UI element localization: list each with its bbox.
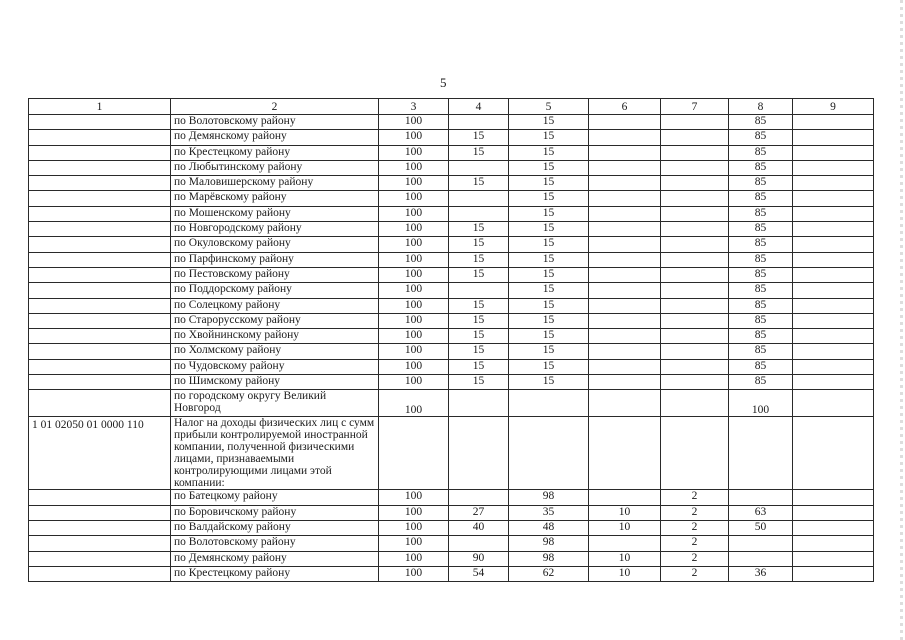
- budget-code-cell: [29, 505, 171, 520]
- column-8-cell: 63: [729, 505, 793, 520]
- table-row: [29, 313, 874, 328]
- table-row: [29, 298, 874, 313]
- column-7-cell: [661, 160, 729, 175]
- region-name-cell: по Новгородскому району: [171, 222, 379, 237]
- column-number-8: 8: [729, 99, 793, 115]
- column-7-cell: [661, 222, 729, 237]
- column-4-cell: 15: [449, 222, 509, 237]
- column-8-cell: 85: [729, 267, 793, 282]
- column-3-cell: 100: [379, 329, 449, 344]
- column-3-cell: 100: [379, 237, 449, 252]
- column-number-6: 6: [589, 99, 661, 115]
- column-4-cell: 15: [449, 176, 509, 191]
- column-8-cell: 100: [729, 390, 793, 417]
- scan-edge-artifact: [900, 0, 903, 640]
- budget-code-cell: [29, 520, 171, 535]
- table-row: [29, 130, 874, 145]
- region-name-cell: по Любытинскому району: [171, 160, 379, 175]
- column-7-cell: [661, 344, 729, 359]
- column-8-cell: [729, 536, 793, 551]
- column-4-cell: [449, 206, 509, 221]
- column-5-cell: 15: [509, 160, 589, 175]
- column-6-cell: [589, 298, 661, 313]
- region-name-cell: по Маловишерскому району: [171, 176, 379, 191]
- column-8-cell: 85: [729, 283, 793, 298]
- column-4-cell: 90: [449, 551, 509, 566]
- column-4-cell: 15: [449, 267, 509, 282]
- column-7-cell: [661, 206, 729, 221]
- table-row: [29, 206, 874, 221]
- column-4-cell: 15: [449, 252, 509, 267]
- column-8-cell: [729, 490, 793, 505]
- region-name-cell: по Окуловскому району: [171, 237, 379, 252]
- table-row: [29, 145, 874, 160]
- table-row: [29, 520, 874, 535]
- column-4-cell: [449, 160, 509, 175]
- budget-code-cell: [29, 359, 171, 374]
- table-row: [29, 252, 874, 267]
- column-3-cell: 100: [379, 267, 449, 282]
- budget-code-cell: [29, 222, 171, 237]
- column-6-cell: [589, 329, 661, 344]
- column-8-cell: 85: [729, 222, 793, 237]
- column-8-cell: 85: [729, 329, 793, 344]
- column-7-cell: 2: [661, 551, 729, 566]
- column-5-cell: 98: [509, 536, 589, 551]
- column-5-cell: 48: [509, 520, 589, 535]
- table-row: [29, 160, 874, 175]
- region-name-cell: по Крестецкому району: [171, 566, 379, 581]
- column-9-cell: [793, 267, 874, 282]
- column-3-cell: 100: [379, 283, 449, 298]
- column-4-cell: [449, 390, 509, 417]
- column-8-cell: 85: [729, 145, 793, 160]
- column-3-cell: 100: [379, 551, 449, 566]
- region-name-cell: по Валдайскому району: [171, 520, 379, 535]
- column-7-cell: [661, 313, 729, 328]
- table-row: [29, 344, 874, 359]
- column-3-cell: 100: [379, 566, 449, 581]
- column-3-cell: 100: [379, 344, 449, 359]
- column-5-cell: 15: [509, 115, 589, 130]
- column-8-cell: 36: [729, 566, 793, 581]
- column-5-cell: 35: [509, 505, 589, 520]
- budget-code-cell: [29, 313, 171, 328]
- region-name-cell: по Старорусскому району: [171, 313, 379, 328]
- budget-code-cell: [29, 375, 171, 390]
- column-5-cell: 15: [509, 252, 589, 267]
- column-3-cell: 100: [379, 536, 449, 551]
- column-4-cell: 15: [449, 344, 509, 359]
- budget-code-cell: [29, 145, 171, 160]
- budget-code-cell: [29, 267, 171, 282]
- column-6-cell: [589, 206, 661, 221]
- column-4-cell: 15: [449, 329, 509, 344]
- table-row: [29, 359, 874, 374]
- region-name-cell: по Крестецкому району: [171, 145, 379, 160]
- column-4-cell: [449, 417, 509, 490]
- column-6-cell: 10: [589, 505, 661, 520]
- region-name-cell: по Демянскому району: [171, 130, 379, 145]
- column-4-cell: 15: [449, 145, 509, 160]
- table-body: [29, 99, 874, 582]
- column-7-cell: [661, 237, 729, 252]
- column-8-cell: 85: [729, 298, 793, 313]
- tax-distribution-table: [28, 98, 874, 582]
- column-5-cell: [509, 417, 589, 490]
- table-row: [29, 267, 874, 282]
- budget-code-cell: 1 01 02050 01 0000 110: [29, 417, 171, 490]
- budget-code-cell: [29, 344, 171, 359]
- column-8-cell: 85: [729, 252, 793, 267]
- region-name-cell: по Солецкому району: [171, 298, 379, 313]
- column-6-cell: [589, 130, 661, 145]
- column-8-cell: 85: [729, 130, 793, 145]
- column-5-cell: 15: [509, 359, 589, 374]
- column-5-cell: 15: [509, 375, 589, 390]
- region-name-cell: по Батецкому району: [171, 490, 379, 505]
- column-4-cell: 15: [449, 237, 509, 252]
- column-7-cell: [661, 145, 729, 160]
- column-9-cell: [793, 417, 874, 490]
- region-name-cell: по Поддорскому району: [171, 283, 379, 298]
- column-9-cell: [793, 160, 874, 175]
- column-6-cell: 10: [589, 566, 661, 581]
- column-9-cell: [793, 390, 874, 417]
- column-4-cell: 15: [449, 298, 509, 313]
- column-6-cell: [589, 390, 661, 417]
- column-3-cell: 100: [379, 206, 449, 221]
- table-row: [29, 176, 874, 191]
- column-6-cell: 10: [589, 551, 661, 566]
- column-9-cell: [793, 237, 874, 252]
- region-name-cell: по Мошенскому району: [171, 206, 379, 221]
- budget-code-cell: [29, 329, 171, 344]
- column-8-cell: 50: [729, 520, 793, 535]
- column-6-cell: [589, 536, 661, 551]
- column-number-4: 4: [449, 99, 509, 115]
- column-5-cell: 15: [509, 145, 589, 160]
- column-5-cell: 15: [509, 267, 589, 282]
- column-5-cell: [509, 390, 589, 417]
- region-name-cell: по Пестовскому району: [171, 267, 379, 282]
- column-4-cell: 15: [449, 359, 509, 374]
- column-5-cell: 15: [509, 191, 589, 206]
- budget-code-cell: [29, 551, 171, 566]
- region-name-cell: по Холмскому району: [171, 344, 379, 359]
- budget-code-cell: [29, 206, 171, 221]
- column-6-cell: [589, 267, 661, 282]
- column-3-cell: 100: [379, 176, 449, 191]
- budget-code-cell: [29, 130, 171, 145]
- budget-code-cell: [29, 536, 171, 551]
- column-3-cell: 100: [379, 130, 449, 145]
- column-3-cell: 100: [379, 160, 449, 175]
- column-9-cell: [793, 566, 874, 581]
- table-row: [29, 536, 874, 551]
- table-row: [29, 222, 874, 237]
- column-3-cell: 100: [379, 252, 449, 267]
- table-row: [29, 375, 874, 390]
- column-number-9: 9: [793, 99, 874, 115]
- table-row: [29, 237, 874, 252]
- column-3-cell: 100: [379, 375, 449, 390]
- column-7-cell: [661, 417, 729, 490]
- column-4-cell: 54: [449, 566, 509, 581]
- column-9-cell: [793, 505, 874, 520]
- column-9-cell: [793, 551, 874, 566]
- region-name-cell: по Парфинскому району: [171, 252, 379, 267]
- column-7-cell: [661, 191, 729, 206]
- column-number-2: 2: [171, 99, 379, 115]
- column-9-cell: [793, 222, 874, 237]
- column-6-cell: [589, 344, 661, 359]
- column-5-cell: 15: [509, 222, 589, 237]
- region-name-cell: по Волотовскому району: [171, 536, 379, 551]
- column-3-cell: 100: [379, 145, 449, 160]
- table-row: [29, 191, 874, 206]
- column-8-cell: 85: [729, 359, 793, 374]
- column-5-cell: 15: [509, 206, 589, 221]
- column-3-cell: 100: [379, 313, 449, 328]
- column-8-cell: 85: [729, 344, 793, 359]
- column-7-cell: [661, 329, 729, 344]
- budget-code-cell: [29, 252, 171, 267]
- column-9-cell: [793, 283, 874, 298]
- column-5-cell: 62: [509, 566, 589, 581]
- budget-code-cell: [29, 390, 171, 417]
- column-number-7: 7: [661, 99, 729, 115]
- column-5-cell: 15: [509, 237, 589, 252]
- column-9-cell: [793, 490, 874, 505]
- column-4-cell: 15: [449, 313, 509, 328]
- column-8-cell: 85: [729, 160, 793, 175]
- column-4-cell: [449, 115, 509, 130]
- budget-code-cell: [29, 490, 171, 505]
- column-9-cell: [793, 206, 874, 221]
- region-name-cell: Налог на доходы физических лиц с сумм прибыли контролируемой иностранной компании, полученной физическими лицами, признаваемыми контролирующими лицами этой компании:: [171, 417, 379, 490]
- region-name-cell: по Боровичскому району: [171, 505, 379, 520]
- column-9-cell: [793, 252, 874, 267]
- column-6-cell: [589, 222, 661, 237]
- budget-code-cell: [29, 283, 171, 298]
- region-name-cell: по городскому округу Великий Новгород: [171, 390, 379, 417]
- column-8-cell: 85: [729, 115, 793, 130]
- column-5-cell: 15: [509, 283, 589, 298]
- column-6-cell: [589, 359, 661, 374]
- column-9-cell: [793, 536, 874, 551]
- region-name-cell: по Демянскому району: [171, 551, 379, 566]
- column-9-cell: [793, 375, 874, 390]
- column-3-cell: 100: [379, 222, 449, 237]
- column-7-cell: [661, 359, 729, 374]
- column-6-cell: [589, 313, 661, 328]
- column-7-cell: [661, 298, 729, 313]
- column-4-cell: [449, 490, 509, 505]
- budget-code-cell: [29, 298, 171, 313]
- column-9-cell: [793, 520, 874, 535]
- budget-code-cell: [29, 191, 171, 206]
- column-6-cell: [589, 283, 661, 298]
- column-4-cell: [449, 536, 509, 551]
- column-5-cell: 15: [509, 298, 589, 313]
- column-3-cell: [379, 417, 449, 490]
- table-row: [29, 505, 874, 520]
- column-4-cell: 27: [449, 505, 509, 520]
- table-header-row: [29, 99, 874, 115]
- budget-code-cell: [29, 160, 171, 175]
- column-3-cell: 100: [379, 191, 449, 206]
- column-5-cell: 15: [509, 344, 589, 359]
- column-6-cell: [589, 237, 661, 252]
- column-9-cell: [793, 191, 874, 206]
- column-4-cell: [449, 283, 509, 298]
- column-8-cell: 85: [729, 313, 793, 328]
- column-5-cell: 98: [509, 490, 589, 505]
- column-8-cell: 85: [729, 375, 793, 390]
- column-7-cell: 2: [661, 566, 729, 581]
- column-4-cell: 40: [449, 520, 509, 535]
- table-row: [29, 490, 874, 505]
- column-7-cell: 2: [661, 520, 729, 535]
- column-6-cell: [589, 191, 661, 206]
- column-9-cell: [793, 115, 874, 130]
- column-4-cell: 15: [449, 130, 509, 145]
- column-8-cell: [729, 551, 793, 566]
- table-row: [29, 329, 874, 344]
- column-4-cell: [449, 191, 509, 206]
- region-name-cell: по Марёвскому району: [171, 191, 379, 206]
- budget-code-cell: [29, 566, 171, 581]
- column-7-cell: [661, 252, 729, 267]
- column-9-cell: [793, 313, 874, 328]
- column-7-cell: 2: [661, 490, 729, 505]
- table-row: [29, 417, 874, 490]
- column-6-cell: [589, 176, 661, 191]
- column-3-cell: 100: [379, 115, 449, 130]
- column-6-cell: [589, 490, 661, 505]
- column-3-cell: 100: [379, 390, 449, 417]
- column-5-cell: 15: [509, 329, 589, 344]
- column-7-cell: [661, 115, 729, 130]
- column-6-cell: 10: [589, 520, 661, 535]
- column-9-cell: [793, 359, 874, 374]
- column-9-cell: [793, 130, 874, 145]
- column-6-cell: [589, 417, 661, 490]
- column-6-cell: [589, 145, 661, 160]
- column-7-cell: 2: [661, 505, 729, 520]
- column-7-cell: [661, 283, 729, 298]
- column-7-cell: [661, 130, 729, 145]
- table-row: [29, 551, 874, 566]
- column-8-cell: 85: [729, 206, 793, 221]
- region-name-cell: по Волотовскому району: [171, 115, 379, 130]
- region-name-cell: по Хвойнинскому району: [171, 329, 379, 344]
- column-8-cell: 85: [729, 191, 793, 206]
- table-row: [29, 283, 874, 298]
- column-9-cell: [793, 176, 874, 191]
- column-5-cell: 15: [509, 130, 589, 145]
- budget-code-cell: [29, 176, 171, 191]
- column-number-3: 3: [379, 99, 449, 115]
- column-9-cell: [793, 329, 874, 344]
- column-8-cell: 85: [729, 237, 793, 252]
- page-number: 5: [440, 75, 447, 90]
- column-7-cell: [661, 390, 729, 417]
- column-3-cell: 100: [379, 359, 449, 374]
- region-name-cell: по Шимскому району: [171, 375, 379, 390]
- column-9-cell: [793, 298, 874, 313]
- column-5-cell: 15: [509, 313, 589, 328]
- budget-code-cell: [29, 237, 171, 252]
- table-row: [29, 115, 874, 130]
- budget-code-cell: [29, 115, 171, 130]
- column-6-cell: [589, 160, 661, 175]
- table-row: [29, 566, 874, 581]
- column-6-cell: [589, 375, 661, 390]
- column-6-cell: [589, 115, 661, 130]
- table-row: [29, 390, 874, 417]
- column-5-cell: 15: [509, 176, 589, 191]
- column-7-cell: [661, 375, 729, 390]
- column-7-cell: 2: [661, 536, 729, 551]
- column-8-cell: 85: [729, 176, 793, 191]
- column-number-5: 5: [509, 99, 589, 115]
- column-3-cell: 100: [379, 520, 449, 535]
- column-7-cell: [661, 176, 729, 191]
- column-7-cell: [661, 267, 729, 282]
- column-5-cell: 98: [509, 551, 589, 566]
- column-9-cell: [793, 145, 874, 160]
- column-8-cell: [729, 417, 793, 490]
- column-4-cell: 15: [449, 375, 509, 390]
- region-name-cell: по Чудовскому району: [171, 359, 379, 374]
- column-3-cell: 100: [379, 505, 449, 520]
- column-number-1: 1: [29, 99, 171, 115]
- column-3-cell: 100: [379, 298, 449, 313]
- column-9-cell: [793, 344, 874, 359]
- column-6-cell: [589, 252, 661, 267]
- column-3-cell: 100: [379, 490, 449, 505]
